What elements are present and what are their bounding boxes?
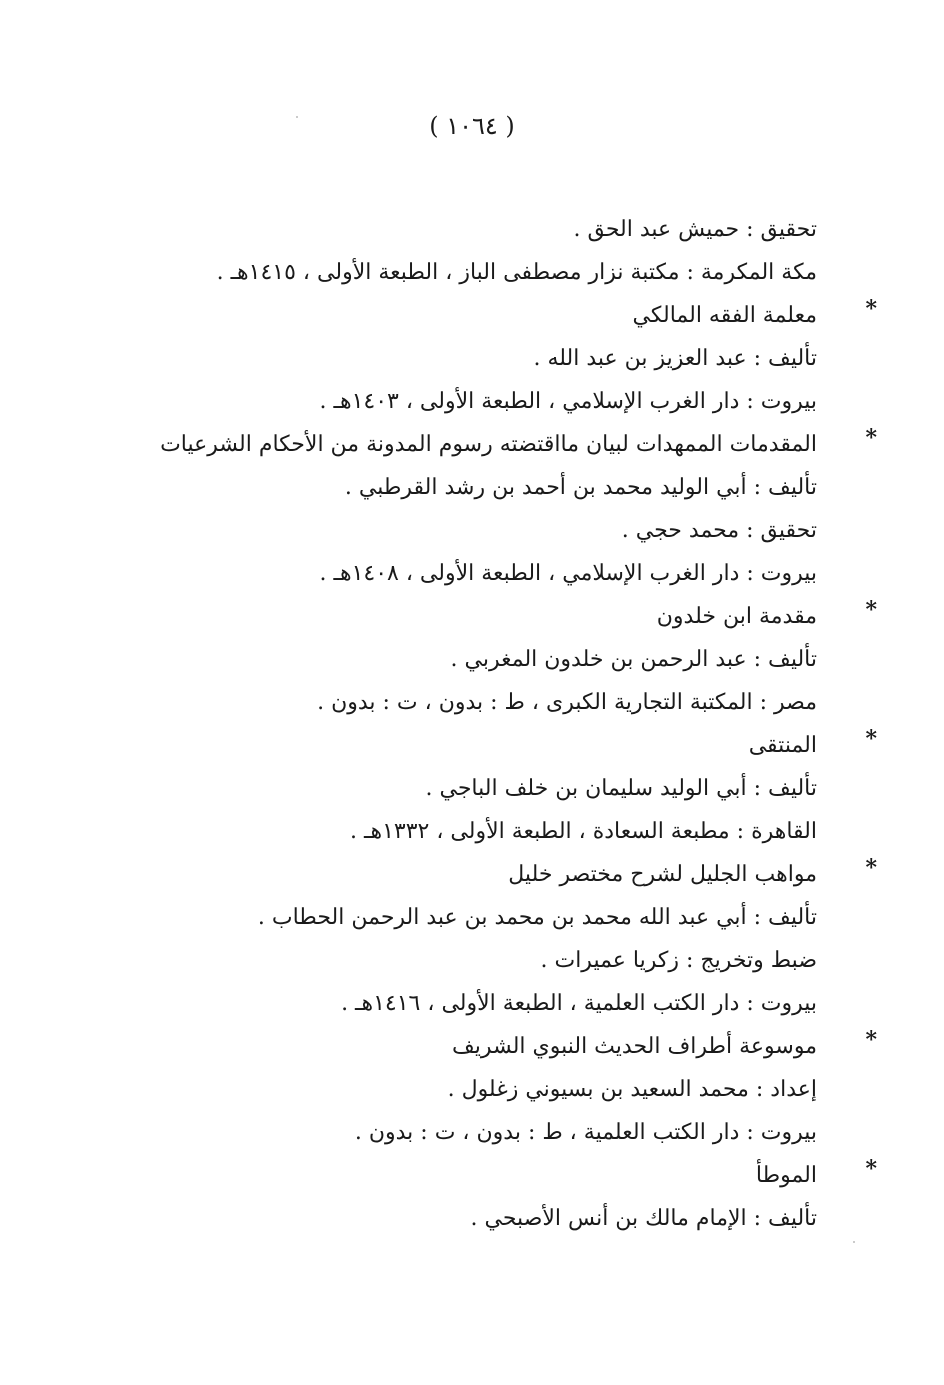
line-text: مكة المكرمة : مكتبة نزار مصطفى الباز ، الطبعة الأولى ، ١٤١٥هـ . — [216, 260, 817, 285]
bibliography-list — [117, 208, 877, 1240]
line-text: بيروت : دار الكتب العلمية ، ط : بدون ، ت : بدون . — [354, 1120, 817, 1145]
line-text: معلمة الفقه المالكي — [632, 303, 817, 328]
entry-detail — [117, 939, 817, 982]
entry-detail — [117, 1197, 817, 1240]
scan-speck — [853, 1241, 855, 1243]
line-text: مصر : المكتبة التجارية الكبرى ، ط : بدون ، ت : بدون . — [317, 690, 817, 715]
entry-detail — [117, 767, 817, 810]
line-text: تحقيق : حميش عبد الحق . — [573, 217, 817, 242]
entry-detail — [117, 552, 817, 595]
entry-bullet-star: * — [865, 296, 877, 322]
entry-detail — [117, 638, 817, 681]
line-text: تأليف : الإمام مالك بن أنس الأصبحي . — [470, 1206, 817, 1231]
entry-title — [117, 595, 877, 638]
entry-bullet-star: * — [865, 726, 877, 752]
entry-detail — [117, 509, 817, 552]
line-text: تأليف : عبد العزيز بن عبد الله . — [533, 346, 817, 371]
scan-speck — [296, 116, 298, 118]
line-text: بيروت : دار الغرب الإسلامي ، الطبعة الأولى ، ١٤٠٣هـ . — [319, 389, 817, 414]
line-text: تأليف : أبي عبد الله محمد بن محمد بن عبد الرحمن الحطاب . — [257, 905, 817, 930]
entry-detail — [117, 896, 817, 939]
entry-detail — [117, 466, 817, 509]
entry-title — [117, 1154, 877, 1197]
entry-detail — [117, 380, 817, 423]
entry-bullet-star: * — [865, 425, 877, 451]
line-text: تأليف : عبد الرحمن بن خلدون المغربي . — [450, 647, 817, 672]
entry-bullet-star: * — [865, 597, 877, 623]
entry-bullet-star: * — [865, 1156, 877, 1182]
page-number: ( ١٠٦٤ ) — [429, 112, 515, 140]
line-text: إعداد : محمد السعيد بن بسيوني زغلول . — [447, 1077, 817, 1102]
entry-detail — [117, 1068, 817, 1111]
line-text: بيروت : دار الغرب الإسلامي ، الطبعة الأولى ، ١٤٠٨هـ . — [319, 561, 817, 586]
line-text: تأليف : أبي الوليد محمد بن أحمد بن رشد القرطبي . — [344, 475, 817, 500]
entry-title — [117, 294, 877, 337]
entry-detail — [117, 337, 817, 380]
entry-bullet-star: * — [865, 1027, 877, 1053]
line-text: تأليف : أبي الوليد سليمان بن خلف الباجي . — [425, 776, 817, 801]
entry-detail — [117, 810, 817, 853]
entry-detail — [117, 982, 817, 1025]
line-text: مواهب الجليل لشرح مختصر خليل — [508, 862, 817, 887]
entry-bullet-star: * — [865, 855, 877, 881]
entry-title — [117, 1025, 877, 1068]
line-text: الموطأ — [755, 1163, 817, 1188]
line-text: المنتقى — [748, 733, 817, 758]
line-text: مقدمة ابن خلدون — [656, 604, 817, 629]
entry-title — [117, 853, 877, 896]
line-text: القاهرة : مطبعة السعادة ، الطبعة الأولى ، ١٣٣٢هـ . — [350, 819, 817, 844]
line-text: موسوعة أطراف الحديث النبوي الشريف — [452, 1034, 817, 1059]
entry-detail — [117, 208, 817, 251]
entry-detail — [117, 251, 817, 294]
entry-title — [117, 423, 877, 466]
line-text: المقدمات الممهدات لبيان مااقتضته رسوم المدونة من الأحكام الشرعيات — [160, 432, 817, 457]
entry-title — [117, 724, 877, 767]
entry-detail — [117, 681, 817, 724]
line-text: ضبط وتخريج : زكريا عميرات . — [540, 948, 817, 973]
line-text: تحقيق : محمد حجي . — [621, 518, 817, 543]
entry-detail — [117, 1111, 817, 1154]
line-text: بيروت : دار الكتب العلمية ، الطبعة الأولى ، ١٤١٦هـ . — [341, 991, 817, 1016]
